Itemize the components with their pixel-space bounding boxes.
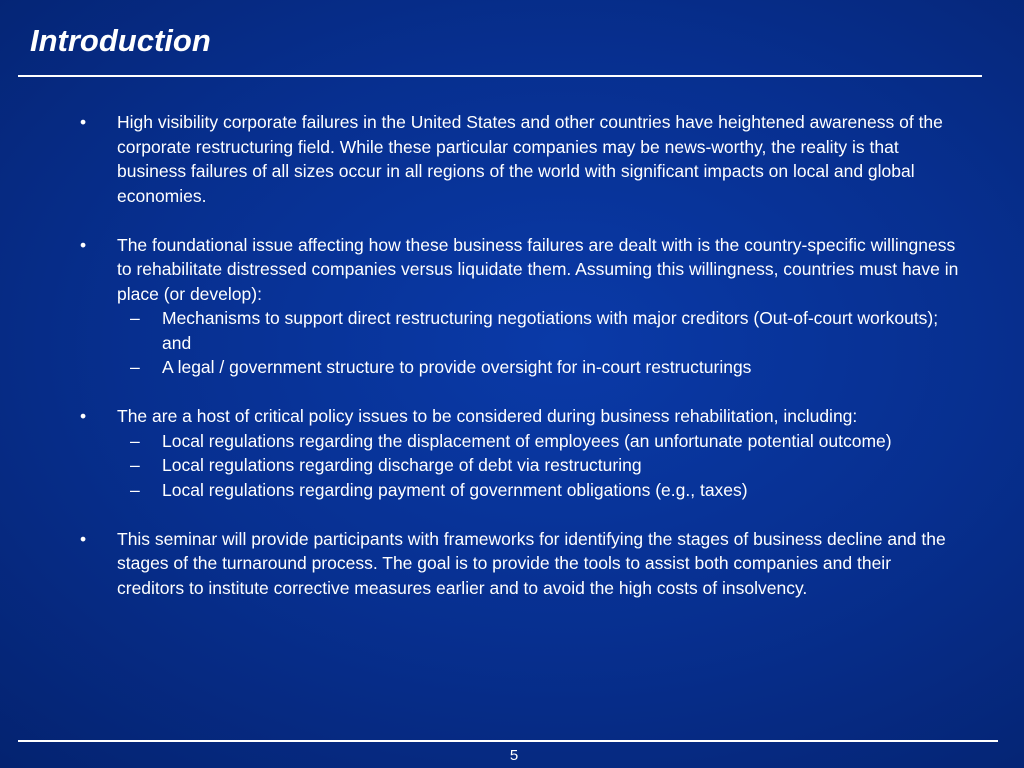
bullet-item	[80, 404, 960, 502]
sub-bullet-marker: –	[130, 479, 140, 500]
sub-bullet-marker: –	[130, 455, 140, 475]
sub-bullet-marker: –	[130, 308, 140, 328]
bullet-item	[80, 233, 960, 380]
sub-bullet-marker: –	[130, 430, 140, 451]
sub-bullet-text: A legal / government structure to provide oversight for in-court restructurings	[162, 357, 752, 377]
sub-bullet-list	[117, 429, 960, 503]
bullet-marker: •	[80, 406, 87, 426]
page-number: 5	[509, 747, 519, 764]
bullet-marker: •	[80, 112, 87, 132]
slide-title: Introduction	[30, 23, 211, 58]
bullet-marker: •	[80, 528, 87, 549]
sub-bullet-text: Mechanisms to support direct restructuring negotiations with major creditors (Out-of-court workouts); and	[162, 308, 939, 353]
title-divider	[18, 75, 982, 77]
sub-bullet-list	[117, 306, 960, 380]
bullet-text: High visibility corporate failures in the United States and other countries have heightened awareness of the corporate restructuring field. While these particular companies may be news-worthy, the reality is that business failures of all sizes occur in all regions of the world with significant impacts on local and global economies.	[117, 112, 943, 206]
sub-bullet-item	[117, 306, 960, 355]
sub-bullet-item	[117, 453, 960, 478]
sub-bullet-item	[117, 429, 960, 454]
sub-bullet-item	[117, 478, 960, 503]
sub-bullet-text: Local regulations regarding the displacement of employees (an unfortunate potential outcome)	[162, 430, 892, 451]
sub-bullet-text: Local regulations regarding payment of government obligations (e.g., taxes)	[162, 479, 748, 500]
bullet-text: The foundational issue affecting how these business failures are dealt with is the country-specific willingness to rehabilitate distressed companies versus liquidate them. Assuming this willingness, countries must have in place (or develop):	[117, 234, 959, 304]
bullet-item	[80, 527, 960, 601]
bullet-text: This seminar will provide participants with frameworks for identifying the stages of business decline and the stages of the turnaround process. The goal is to provide the tools to assist both companies and their creditors to institute corrective measures earlier and to avoid the high costs of insolvency.	[117, 528, 946, 598]
bullet-item	[80, 110, 960, 208]
bullet-marker: •	[80, 234, 87, 255]
sub-bullet-marker: –	[130, 357, 140, 377]
sub-bullet-item	[117, 355, 960, 380]
footer-divider	[18, 740, 998, 742]
sub-bullet-text: Local regulations regarding discharge of debt via restructuring	[162, 455, 642, 475]
slide-body	[80, 110, 960, 625]
bullet-text: The are a host of critical policy issues to be considered during business rehabilitation, including:	[117, 406, 858, 426]
